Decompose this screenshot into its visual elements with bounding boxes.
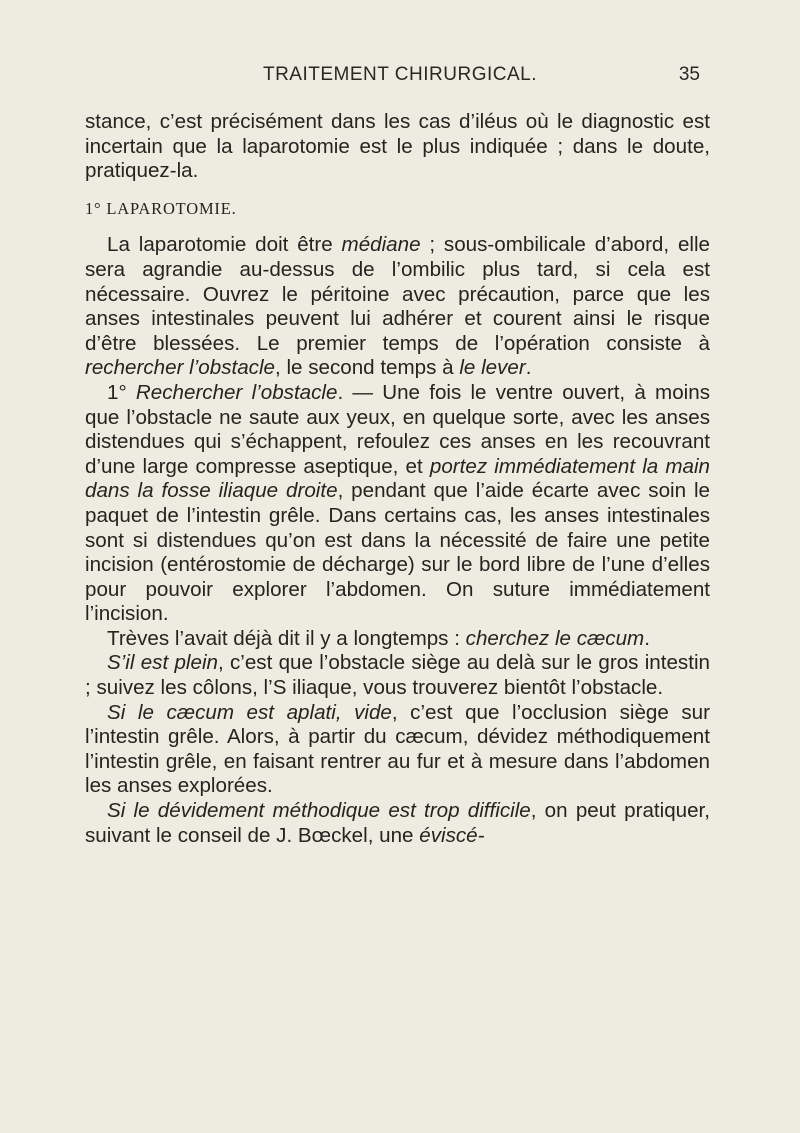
- text-run: , c’est que l’obstacle siège au delà sur le gros intestin ; suivez les côlons, l’S iliaque, vous trouverez bientôt l’obstacle.: [85, 651, 710, 700]
- paragraph-cecum-plein: [85, 651, 710, 700]
- text-run: , le second temps à: [275, 356, 460, 380]
- italic-run: portez immédiatement la main dans la fosse iliaque droite: [85, 454, 711, 503]
- italic-run: Si le dévidement méthodique est trop difficile: [107, 799, 531, 823]
- page-number: 35: [678, 64, 700, 85]
- italic-run: éviscé-: [419, 823, 485, 847]
- italic-run: le lever: [459, 356, 526, 380]
- running-title: TRAITEMENT CHIRURGICAL.: [262, 64, 537, 85]
- paragraph-devidement: [85, 799, 710, 848]
- paragraph-cecum-vide: [85, 701, 710, 799]
- text-run: , c’est que l’occlusion siège sur l’intestin grêle. Alors, à partir du cæcum, dévidez méthodiquement l’intestin grêle, en faisant rentrer au fur et à mesure dans l’abdomen les anses explorées.: [85, 700, 710, 798]
- text-run: Trèves l’avait déjà dit il y a longtemps :: [107, 626, 466, 650]
- body-text: [85, 110, 710, 848]
- italic-run: médiane: [341, 233, 421, 257]
- text-run: ; sous-ombilicale d’abord, elle sera agrandie au-dessus de l’ombilic plus tard, si cela est nécessaire. Ouvrez le péritoine avec précaution, parce que les anses intestinales peuvent lui adhérer et courent ainsi le risque d’être blessées. Le premier temps de l’opération consiste à: [85, 233, 711, 355]
- text-run: , pendant que l’aide écarte avec soin le paquet de l’intestin grêle. Dans certains cas, les anses intestinales sont si distendues qu’on est dans la nécessité de faire une petite incision (entérostomie de décharge) sur le bord libre de l’une d’elles pour pouvoir explorer l’abdomen. On suture immédiatement l’incision.: [85, 479, 710, 626]
- paragraph-rechercher-obstacle: [85, 381, 710, 627]
- text-run: .: [525, 356, 532, 380]
- text-run: 1°: [107, 380, 136, 404]
- paragraph-continuation: stance, c’est précisément dans les cas d’iléus où le diagnostic est incertain que la laparotomie est le plus indiquée ; dans le doute, pratiquez-la.: [85, 110, 710, 183]
- paragraph-laparotomie: [85, 233, 710, 381]
- italic-run: Rechercher l’obstacle: [135, 380, 338, 404]
- text-run: . — Une fois le ventre ouvert, à moins que l’obstacle ne saute aux yeux, en quelque sorte, avec les anses distendues qui s’échappent, refoulez ces anses en les recouvrant d’une large compresse aseptique, et: [85, 380, 710, 478]
- section-heading: 1° LAPAROTOMIE.: [85, 198, 237, 218]
- text-run: .: [644, 626, 650, 650]
- italic-run: Si le cæcum est aplati, vide: [107, 700, 392, 724]
- text-run: La laparotomie doit être: [107, 233, 342, 257]
- running-head: [0, 64, 800, 94]
- paragraph-treves: [85, 627, 710, 652]
- italic-run: cherchez le cæcum: [465, 626, 645, 650]
- italic-run: rechercher l’obstacle: [85, 356, 276, 380]
- text-run: , on peut pratiquer, suivant le conseil de J. Bœckel, une: [85, 799, 710, 847]
- italic-run: S’il est plein: [107, 651, 218, 675]
